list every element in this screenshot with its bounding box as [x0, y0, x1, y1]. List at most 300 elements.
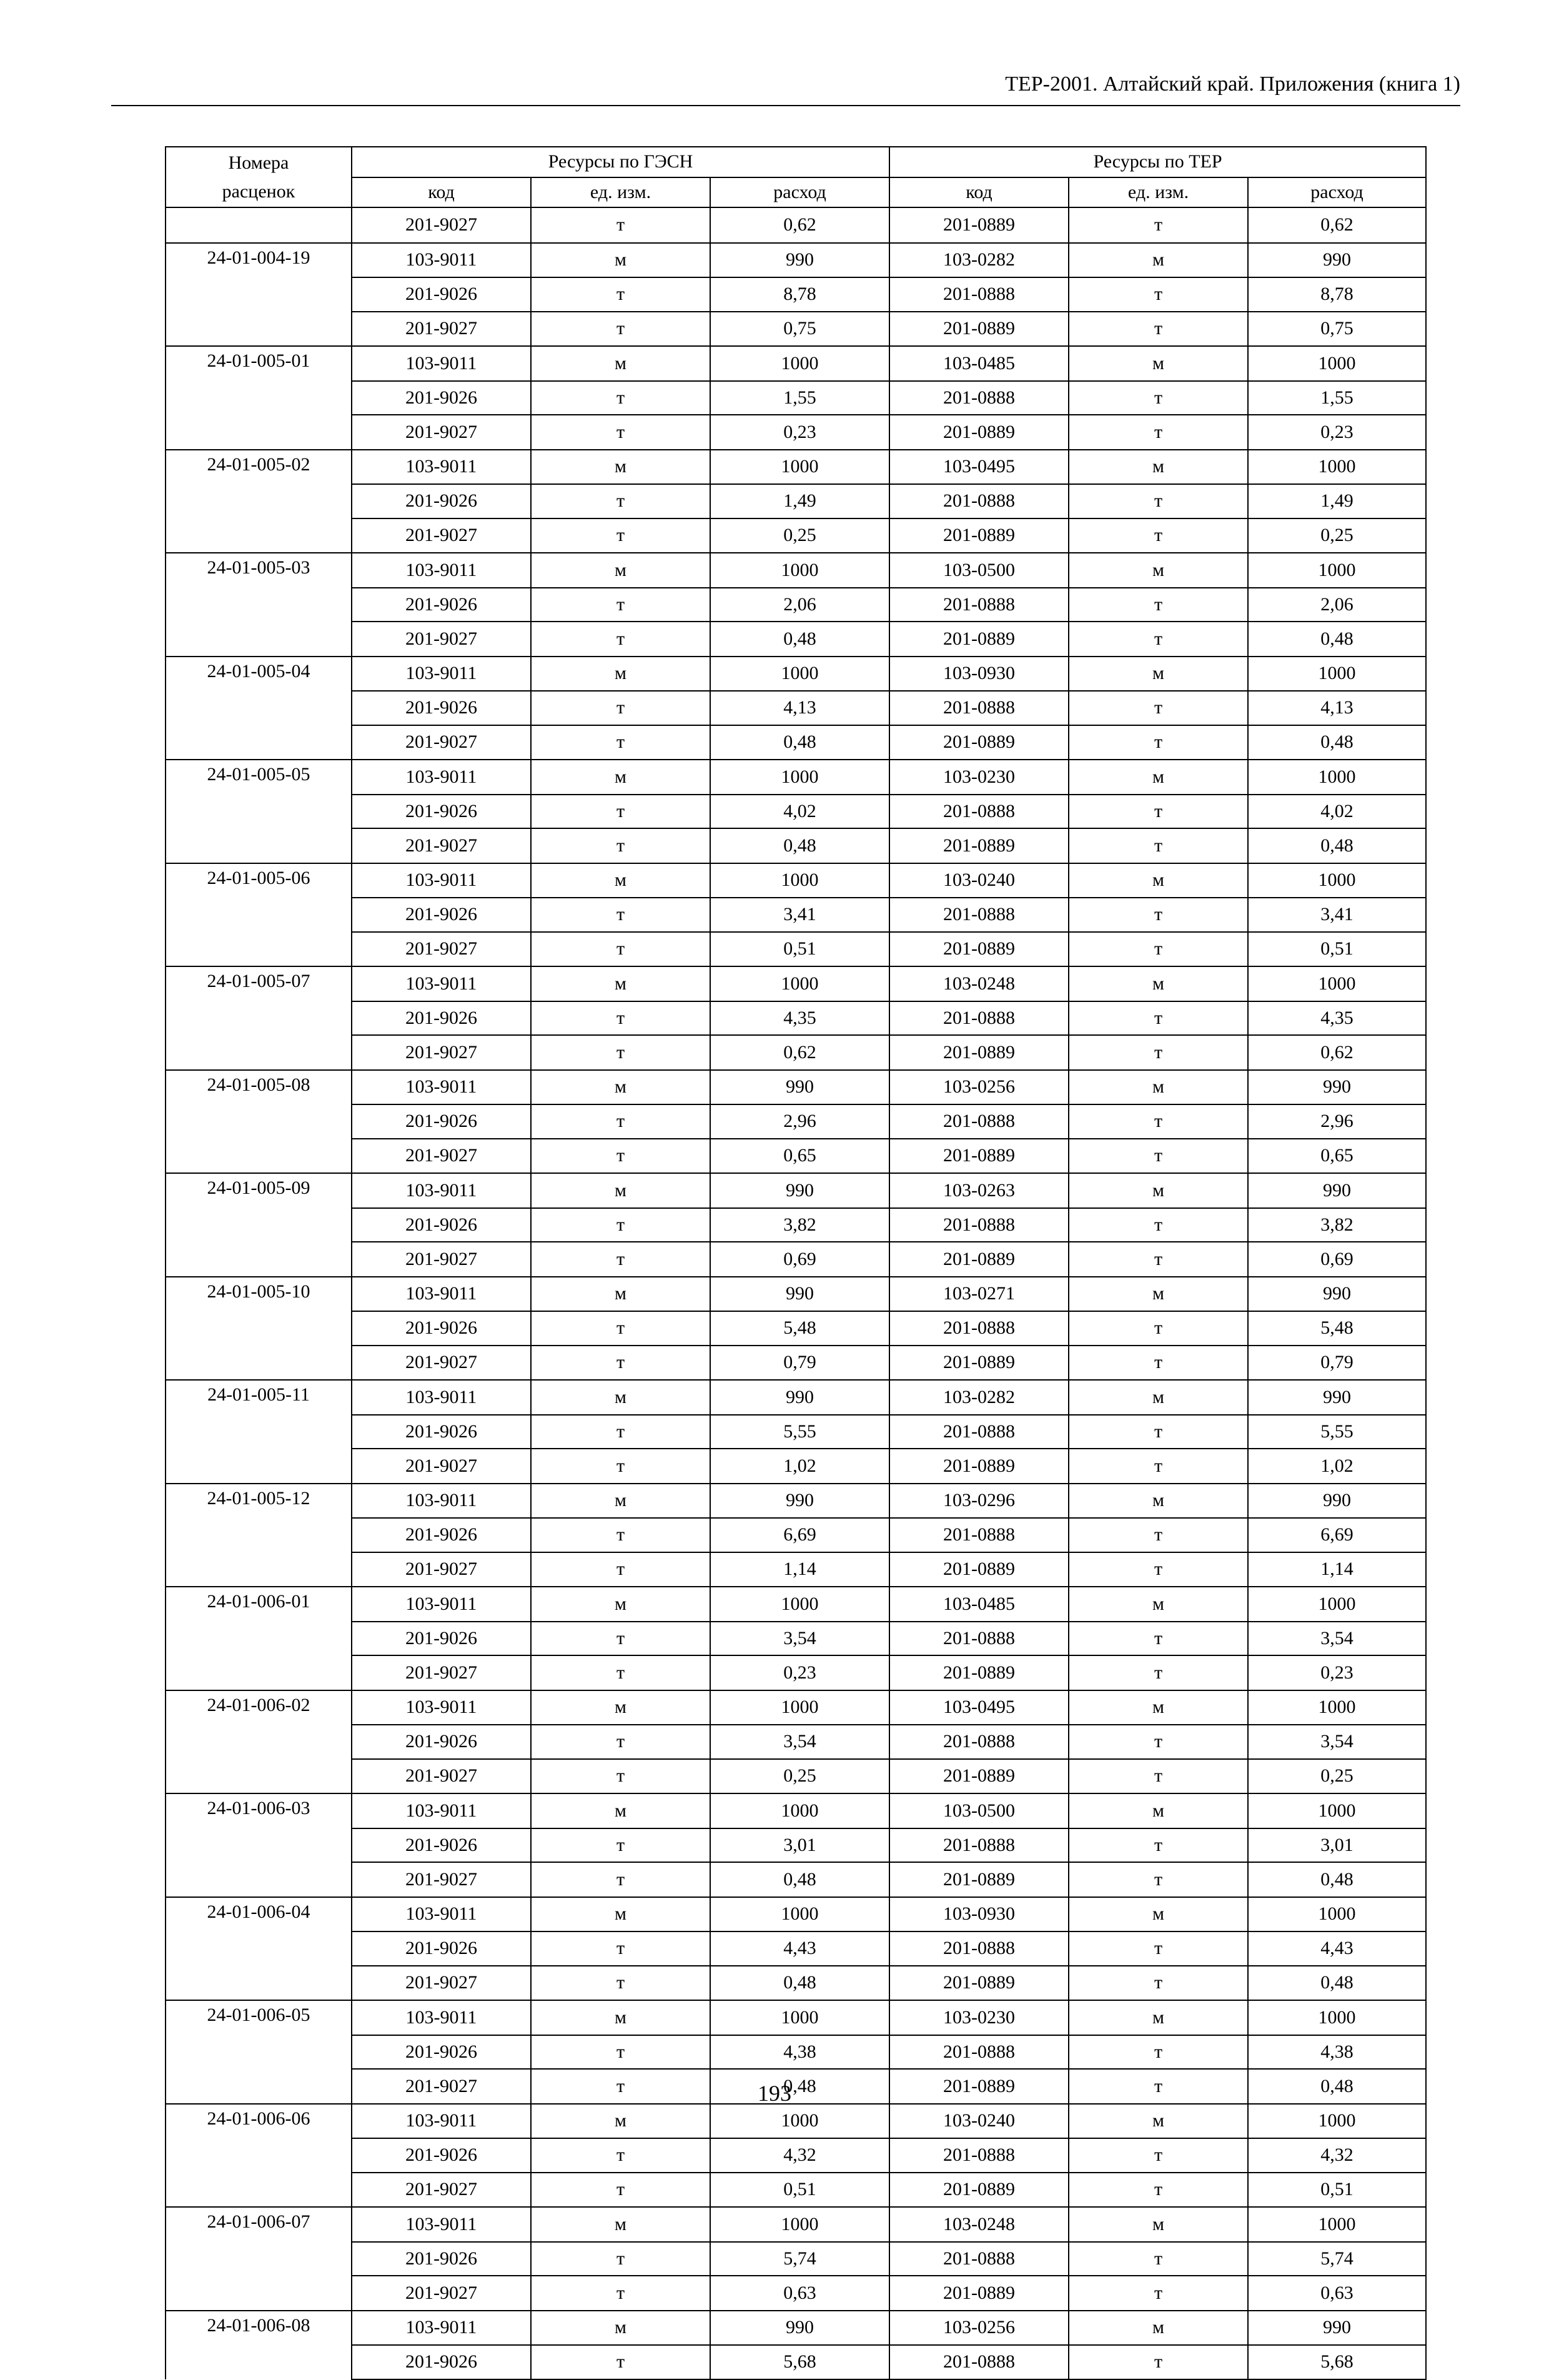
cell-ter-unit: т: [1069, 277, 1248, 312]
cell-ter-unit: т: [1069, 1966, 1248, 2001]
cell-gesn-consumption: 0,51: [710, 2173, 889, 2208]
table-row: [166, 450, 1426, 485]
table-row: [166, 2104, 1426, 2139]
cell-gesn-consumption: 4,43: [710, 1931, 889, 1966]
table-row: [166, 760, 1426, 795]
cell-gesn-code: 201-9026: [352, 484, 531, 518]
cell-rate-number: [166, 1311, 352, 1346]
page-number: 193: [758, 2081, 791, 2106]
cell-gesn-consumption: 2,06: [710, 588, 889, 622]
cell-gesn-code: 201-9027: [352, 828, 531, 863]
table-row: [166, 243, 1426, 278]
table-row: [166, 1139, 1426, 1174]
cell-gesn-code: 201-9026: [352, 1518, 531, 1552]
cell-ter-consumption: 0,62: [1248, 1035, 1426, 1070]
cell-ter-consumption: 1000: [1248, 2207, 1426, 2242]
col-header-gesn-code: код: [352, 177, 531, 208]
cell-ter-code: 201-0889: [889, 2276, 1069, 2311]
cell-gesn-code: 103-9011: [352, 760, 531, 795]
cell-gesn-consumption: 3,54: [710, 1622, 889, 1656]
cell-gesn-code: 103-9011: [352, 1070, 531, 1105]
cell-rate-number: 24-01-006-01: [166, 1587, 352, 1622]
cell-gesn-code: 103-9011: [352, 1793, 531, 1828]
cell-rate-number: 24-01-005-05: [166, 760, 352, 795]
table-row: [166, 657, 1426, 692]
cell-gesn-code: 201-9027: [352, 518, 531, 553]
cell-gesn-unit: м: [531, 243, 710, 278]
cell-ter-unit: т: [1069, 1035, 1248, 1070]
cell-ter-unit: т: [1069, 1242, 1248, 1277]
cell-ter-consumption: 5,48: [1248, 1311, 1426, 1346]
cell-gesn-code: 103-9011: [352, 966, 531, 1001]
cell-gesn-code: 201-9026: [352, 1208, 531, 1242]
cell-ter-unit: т: [1069, 2242, 1248, 2276]
table-row: [166, 2035, 1426, 2070]
cell-gesn-consumption: 4,38: [710, 2035, 889, 2070]
table-row: [166, 2207, 1426, 2242]
cell-ter-unit: т: [1069, 518, 1248, 553]
cell-gesn-unit: т: [531, 518, 710, 553]
cell-rate-number: [166, 588, 352, 622]
cell-rate-number: [166, 1862, 352, 1897]
cell-ter-unit: м: [1069, 1070, 1248, 1105]
cell-rate-number: 24-01-005-02: [166, 450, 352, 485]
cell-ter-consumption: 2,96: [1248, 1104, 1426, 1139]
cell-gesn-code: 201-9026: [352, 277, 531, 312]
cell-ter-unit: т: [1069, 207, 1248, 243]
cell-rate-number: 24-01-006-06: [166, 2104, 352, 2139]
cell-gesn-unit: т: [531, 1655, 710, 1690]
cell-gesn-code: 201-9027: [352, 1242, 531, 1277]
cell-rate-number: [166, 1035, 352, 1070]
cell-gesn-unit: т: [531, 1139, 710, 1174]
table-row: [166, 1035, 1426, 1070]
cell-ter-consumption: 0,48: [1248, 828, 1426, 863]
cell-gesn-unit: т: [531, 1759, 710, 1794]
cell-ter-unit: т: [1069, 898, 1248, 932]
table-row: [166, 1518, 1426, 1552]
cell-ter-code: 103-0296: [889, 1484, 1069, 1519]
cell-ter-code: 201-0888: [889, 1104, 1069, 1139]
cell-rate-number: [166, 1759, 352, 1794]
cell-ter-code: 103-0230: [889, 2000, 1069, 2035]
cell-rate-number: [166, 1966, 352, 2001]
cell-gesn-code: 201-9027: [352, 1966, 531, 2001]
col-header-ter-consumption: расход: [1248, 177, 1426, 208]
cell-ter-unit: м: [1069, 2207, 1248, 2242]
cell-gesn-consumption: 0,69: [710, 1242, 889, 1277]
cell-gesn-code: 103-9011: [352, 1380, 531, 1415]
resources-table: [165, 146, 1427, 2380]
cell-ter-code: 201-0888: [889, 1725, 1069, 1759]
table-row: [166, 1311, 1426, 1346]
cell-gesn-consumption: 1,55: [710, 381, 889, 415]
cell-ter-code: 201-0888: [889, 484, 1069, 518]
table-row: [166, 2276, 1426, 2311]
cell-ter-code: 201-0888: [889, 1415, 1069, 1449]
cell-ter-consumption: 990: [1248, 1484, 1426, 1519]
cell-rate-number: [166, 2276, 352, 2311]
cell-ter-code: 103-0500: [889, 553, 1069, 588]
table-row: [166, 1070, 1426, 1105]
cell-gesn-code: 103-9011: [352, 243, 531, 278]
cell-rate-number: [166, 312, 352, 347]
table-row: [166, 484, 1426, 518]
cell-gesn-consumption: 4,35: [710, 1001, 889, 1036]
cell-gesn-unit: м: [531, 450, 710, 485]
cell-gesn-consumption: 0,65: [710, 1139, 889, 1174]
cell-gesn-unit: т: [531, 2138, 710, 2173]
cell-ter-unit: т: [1069, 1518, 1248, 1552]
cell-ter-consumption: 4,35: [1248, 1001, 1426, 1036]
cell-gesn-unit: т: [531, 588, 710, 622]
table-row: [166, 1828, 1426, 1863]
col-header-gesn-consumption: расход: [710, 177, 889, 208]
table-row: [166, 795, 1426, 829]
cell-ter-unit: м: [1069, 2104, 1248, 2139]
cell-gesn-consumption: 0,48: [710, 622, 889, 657]
table-row: [166, 415, 1426, 450]
cell-gesn-unit: т: [531, 381, 710, 415]
cell-gesn-code: 201-9026: [352, 1415, 531, 1449]
cell-gesn-consumption: 4,32: [710, 2138, 889, 2173]
cell-ter-code: 103-0282: [889, 243, 1069, 278]
cell-ter-consumption: 3,01: [1248, 1828, 1426, 1863]
cell-gesn-code: 103-9011: [352, 2311, 531, 2346]
cell-ter-code: 201-0888: [889, 1622, 1069, 1656]
table-row: [166, 588, 1426, 622]
cell-ter-unit: т: [1069, 1001, 1248, 1036]
cell-gesn-consumption: 0,23: [710, 415, 889, 450]
cell-rate-number: 24-01-004-19: [166, 243, 352, 278]
cell-gesn-unit: т: [531, 932, 710, 967]
cell-rate-number: [166, 1518, 352, 1552]
cell-gesn-unit: т: [531, 1415, 710, 1449]
cell-gesn-code: 103-9011: [352, 1897, 531, 1932]
table-row: [166, 207, 1426, 243]
cell-gesn-unit: т: [531, 2069, 710, 2104]
cell-gesn-code: 201-9027: [352, 1035, 531, 1070]
cell-ter-consumption: 4,38: [1248, 2035, 1426, 2070]
cell-gesn-consumption: 3,01: [710, 1828, 889, 1863]
cell-gesn-code: 201-9027: [352, 1862, 531, 1897]
cell-gesn-code: 201-9026: [352, 1725, 531, 1759]
cell-ter-consumption: 0,25: [1248, 518, 1426, 553]
cell-ter-code: 201-0889: [889, 828, 1069, 863]
cell-gesn-consumption: 8,78: [710, 277, 889, 312]
cell-gesn-code: 201-9026: [352, 1001, 531, 1036]
cell-rate-number: 24-01-005-07: [166, 966, 352, 1001]
cell-gesn-code: 201-9027: [352, 932, 531, 967]
cell-ter-code: 103-0495: [889, 1690, 1069, 1725]
table-row: [166, 2242, 1426, 2276]
cell-ter-consumption: 1,02: [1248, 1449, 1426, 1484]
cell-rate-number: [166, 415, 352, 450]
table-row: [166, 346, 1426, 381]
cell-ter-consumption: 990: [1248, 1070, 1426, 1105]
table-row: [166, 725, 1426, 760]
cell-gesn-consumption: 2,96: [710, 1104, 889, 1139]
table-row: [166, 277, 1426, 312]
cell-gesn-unit: т: [531, 1725, 710, 1759]
cell-ter-code: 201-0889: [889, 415, 1069, 450]
cell-ter-code: 201-0889: [889, 1035, 1069, 1070]
cell-gesn-consumption: 3,82: [710, 1208, 889, 1242]
cell-ter-code: 103-0240: [889, 2104, 1069, 2139]
cell-gesn-unit: м: [531, 760, 710, 795]
cell-rate-number: [166, 1208, 352, 1242]
cell-ter-unit: т: [1069, 828, 1248, 863]
cell-ter-unit: м: [1069, 1793, 1248, 1828]
cell-gesn-unit: м: [531, 1277, 710, 1312]
cell-gesn-consumption: 0,25: [710, 1759, 889, 1794]
cell-ter-code: 201-0889: [889, 1346, 1069, 1381]
cell-rate-number: 24-01-005-09: [166, 1173, 352, 1208]
cell-gesn-consumption: 990: [710, 1277, 889, 1312]
cell-gesn-unit: м: [531, 1380, 710, 1415]
cell-gesn-unit: м: [531, 1484, 710, 1519]
cell-ter-unit: м: [1069, 1484, 1248, 1519]
cell-gesn-unit: т: [531, 795, 710, 829]
cell-ter-code: 201-0889: [889, 932, 1069, 967]
table-row: [166, 1587, 1426, 1622]
cell-ter-code: 103-0240: [889, 863, 1069, 898]
cell-gesn-consumption: 0,25: [710, 518, 889, 553]
cell-ter-unit: т: [1069, 1449, 1248, 1484]
table-row: [166, 1552, 1426, 1587]
cell-ter-unit: т: [1069, 1725, 1248, 1759]
cell-gesn-unit: м: [531, 1897, 710, 1932]
cell-ter-consumption: 1000: [1248, 450, 1426, 485]
cell-gesn-code: 201-9026: [352, 2035, 531, 2070]
table-row: [166, 898, 1426, 932]
table-row: [166, 1897, 1426, 1932]
table-row: [166, 1690, 1426, 1725]
cell-ter-code: 103-0256: [889, 2311, 1069, 2346]
cell-ter-unit: т: [1069, 1208, 1248, 1242]
table-row: [166, 1725, 1426, 1759]
cell-gesn-code: 201-9026: [352, 691, 531, 725]
cell-ter-unit: м: [1069, 1897, 1248, 1932]
cell-ter-code: 201-0888: [889, 2242, 1069, 2276]
cell-gesn-unit: т: [531, 1931, 710, 1966]
cell-ter-unit: м: [1069, 863, 1248, 898]
cell-ter-consumption: 8,78: [1248, 277, 1426, 312]
cell-gesn-consumption: 0,62: [710, 1035, 889, 1070]
col-header-gesn-unit: ед. изм.: [531, 177, 710, 208]
cell-ter-unit: т: [1069, 2069, 1248, 2104]
cell-ter-code: 201-0888: [889, 1311, 1069, 1346]
cell-gesn-consumption: 5,74: [710, 2242, 889, 2276]
cell-gesn-unit: т: [531, 2035, 710, 2070]
cell-ter-consumption: 990: [1248, 243, 1426, 278]
cell-gesn-consumption: 1000: [710, 657, 889, 692]
cell-gesn-consumption: 0,48: [710, 1862, 889, 1897]
cell-gesn-consumption: 0,23: [710, 1655, 889, 1690]
cell-ter-consumption: 0,48: [1248, 1966, 1426, 2001]
cell-ter-code: 201-0889: [889, 1862, 1069, 1897]
cell-rate-number: 24-01-005-01: [166, 346, 352, 381]
table-row: [166, 1862, 1426, 1897]
cell-ter-code: 201-0889: [889, 1759, 1069, 1794]
cell-ter-code: 201-0889: [889, 2069, 1069, 2104]
cell-gesn-unit: т: [531, 828, 710, 863]
table-row: [166, 1346, 1426, 1381]
cell-gesn-code: 201-9026: [352, 898, 531, 932]
cell-ter-code: 201-0888: [889, 1931, 1069, 1966]
cell-rate-number: 24-01-005-08: [166, 1070, 352, 1105]
cell-ter-consumption: 6,69: [1248, 1518, 1426, 1552]
cell-ter-unit: т: [1069, 2035, 1248, 2070]
cell-ter-code: 103-0256: [889, 1070, 1069, 1105]
cell-ter-consumption: 4,13: [1248, 691, 1426, 725]
cell-ter-consumption: 0,75: [1248, 312, 1426, 347]
cell-ter-code: 103-0930: [889, 1897, 1069, 1932]
cell-ter-unit: т: [1069, 1862, 1248, 1897]
cell-ter-unit: м: [1069, 760, 1248, 795]
cell-gesn-unit: м: [531, 1587, 710, 1622]
cell-ter-consumption: 3,82: [1248, 1208, 1426, 1242]
cell-ter-unit: т: [1069, 1346, 1248, 1381]
cell-gesn-code: 103-9011: [352, 553, 531, 588]
cell-gesn-unit: т: [531, 484, 710, 518]
cell-gesn-unit: т: [531, 1242, 710, 1277]
cell-ter-code: 201-0888: [889, 2035, 1069, 2070]
cell-ter-consumption: 1000: [1248, 346, 1426, 381]
cell-ter-consumption: 0,51: [1248, 2173, 1426, 2208]
cell-gesn-consumption: 990: [710, 1380, 889, 1415]
cell-ter-code: 103-0248: [889, 2207, 1069, 2242]
cell-gesn-unit: т: [531, 277, 710, 312]
table-row: [166, 828, 1426, 863]
cell-ter-consumption: 1000: [1248, 553, 1426, 588]
cell-ter-code: 103-0500: [889, 1793, 1069, 1828]
cell-gesn-code: 201-9026: [352, 1311, 531, 1346]
cell-gesn-code: 103-9011: [352, 450, 531, 485]
cell-gesn-unit: т: [531, 1622, 710, 1656]
cell-ter-unit: т: [1069, 1759, 1248, 1794]
cell-ter-code: 201-0889: [889, 622, 1069, 657]
cell-ter-consumption: 1000: [1248, 657, 1426, 692]
cell-gesn-consumption: 1000: [710, 346, 889, 381]
cell-ter-code: 201-0889: [889, 312, 1069, 347]
cell-ter-unit: м: [1069, 243, 1248, 278]
cell-gesn-code: 201-9027: [352, 1449, 531, 1484]
cell-ter-unit: т: [1069, 1931, 1248, 1966]
cell-gesn-consumption: 3,54: [710, 1725, 889, 1759]
cell-rate-number: [166, 2345, 352, 2379]
cell-gesn-unit: м: [531, 1793, 710, 1828]
cell-ter-consumption: 5,68: [1248, 2345, 1426, 2379]
cell-ter-consumption: 0,51: [1248, 932, 1426, 967]
cell-ter-consumption: 4,02: [1248, 795, 1426, 829]
cell-gesn-unit: т: [531, 2173, 710, 2208]
cell-ter-consumption: 990: [1248, 2311, 1426, 2346]
cell-ter-unit: т: [1069, 1655, 1248, 1690]
cell-gesn-consumption: 0,48: [710, 2069, 889, 2104]
cell-gesn-unit: т: [531, 1552, 710, 1587]
cell-gesn-consumption: 1,14: [710, 1552, 889, 1587]
cell-ter-code: 201-0888: [889, 2138, 1069, 2173]
cell-ter-code: 201-0889: [889, 1139, 1069, 1174]
cell-gesn-consumption: 990: [710, 1484, 889, 1519]
cell-ter-consumption: 1000: [1248, 863, 1426, 898]
cell-ter-consumption: 0,48: [1248, 2069, 1426, 2104]
cell-rate-number: [166, 1931, 352, 1966]
cell-gesn-consumption: 0,62: [710, 207, 889, 243]
cell-gesn-consumption: 0,63: [710, 2276, 889, 2311]
cell-gesn-unit: т: [531, 898, 710, 932]
cell-gesn-consumption: 1000: [710, 2000, 889, 2035]
cell-gesn-code: 103-9011: [352, 346, 531, 381]
cell-gesn-unit: т: [531, 1966, 710, 2001]
cell-gesn-code: 201-9026: [352, 2138, 531, 2173]
cell-ter-consumption: 1000: [1248, 1587, 1426, 1622]
cell-gesn-unit: м: [531, 2104, 710, 2139]
cell-ter-unit: т: [1069, 415, 1248, 450]
cell-gesn-code: 201-9027: [352, 1552, 531, 1587]
cell-gesn-code: 201-9027: [352, 1655, 531, 1690]
cell-gesn-unit: т: [531, 2345, 710, 2379]
cell-ter-unit: т: [1069, 588, 1248, 622]
cell-gesn-unit: т: [531, 1346, 710, 1381]
cell-gesn-consumption: 1000: [710, 450, 889, 485]
cell-ter-unit: т: [1069, 484, 1248, 518]
cell-gesn-unit: т: [531, 207, 710, 243]
cell-ter-consumption: 990: [1248, 1173, 1426, 1208]
cell-ter-consumption: 4,43: [1248, 1931, 1426, 1966]
cell-rate-number: [166, 2035, 352, 2070]
cell-ter-consumption: 5,55: [1248, 1415, 1426, 1449]
cell-ter-consumption: 2,06: [1248, 588, 1426, 622]
cell-ter-unit: т: [1069, 1552, 1248, 1587]
cell-gesn-code: 201-9027: [352, 1346, 531, 1381]
cell-gesn-unit: т: [531, 1862, 710, 1897]
cell-rate-number: [166, 1001, 352, 1036]
cell-rate-number: [166, 795, 352, 829]
cell-ter-unit: м: [1069, 2000, 1248, 2035]
cell-ter-unit: т: [1069, 622, 1248, 657]
cell-rate-number: [166, 691, 352, 725]
cell-gesn-unit: т: [531, 1518, 710, 1552]
cell-ter-consumption: 4,32: [1248, 2138, 1426, 2173]
cell-rate-number: [166, 1242, 352, 1277]
table-row: [166, 1793, 1426, 1828]
cell-rate-number: [166, 725, 352, 760]
table-row: [166, 2000, 1426, 2035]
table-header: [166, 147, 1426, 207]
cell-gesn-consumption: 990: [710, 1070, 889, 1105]
cell-gesn-code: 201-9027: [352, 1759, 531, 1794]
col-header-rate-numbers: Номера расценок: [166, 147, 352, 207]
cell-gesn-consumption: 1000: [710, 760, 889, 795]
cell-gesn-code: 201-9026: [352, 1828, 531, 1863]
cell-rate-number: [166, 1725, 352, 1759]
cell-ter-unit: т: [1069, 312, 1248, 347]
cell-gesn-consumption: 0,48: [710, 828, 889, 863]
cell-ter-code: 201-0888: [889, 2345, 1069, 2379]
table-row: [166, 2173, 1426, 2208]
cell-gesn-unit: т: [531, 1001, 710, 1036]
cell-rate-number: [166, 2242, 352, 2276]
cell-gesn-code: 201-9027: [352, 207, 531, 243]
cell-gesn-code: 103-9011: [352, 1587, 531, 1622]
cell-ter-consumption: 1,55: [1248, 381, 1426, 415]
cell-ter-unit: м: [1069, 1690, 1248, 1725]
table-row: [166, 381, 1426, 415]
cell-gesn-unit: т: [531, 1104, 710, 1139]
table-row: [166, 1208, 1426, 1242]
